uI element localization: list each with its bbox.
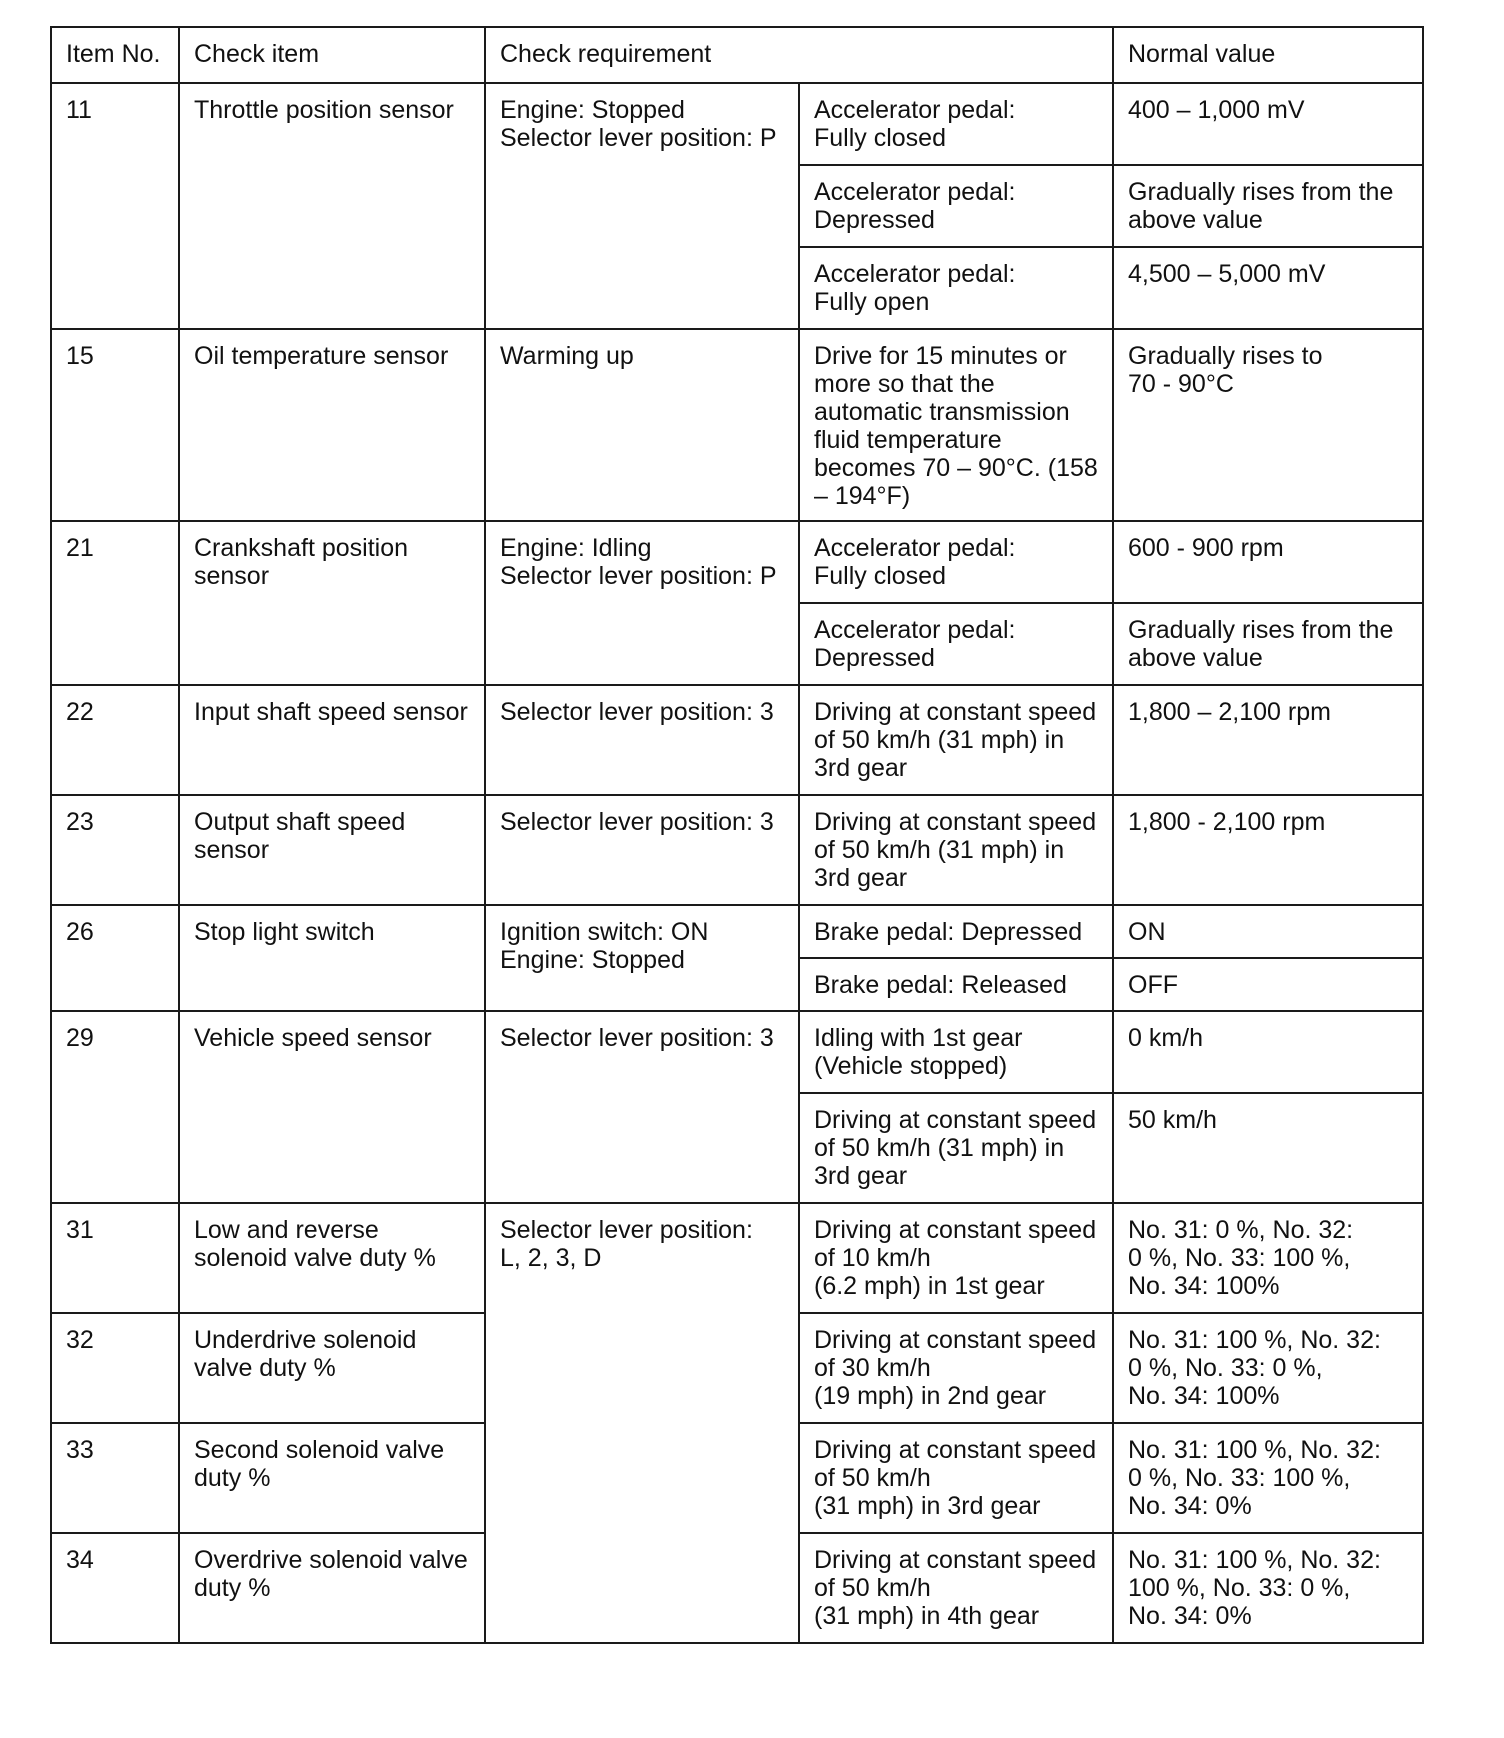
normal-value: No. 31: 100 %, No. 32: 100 %, No. 33: 0 %, No. 34: 0% <box>1113 1533 1423 1643</box>
check-item: Output shaft speed sensor <box>179 795 485 905</box>
normal-value: No. 31: 100 %, No. 32: 0 %, No. 33: 0 %, No. 34: 100% <box>1113 1313 1423 1423</box>
item-no: 32 <box>51 1313 179 1423</box>
normal-value: 50 km/h <box>1113 1093 1423 1203</box>
item-no: 31 <box>51 1203 179 1313</box>
condition: Driving at constant speed of 10 km/h (6.2 mph) in 1st gear <box>799 1203 1113 1313</box>
table-row <box>51 83 1423 165</box>
check-item: Overdrive solenoid valve duty % <box>179 1533 485 1643</box>
item-no: 33 <box>51 1423 179 1533</box>
normal-value: 400 – 1,000 mV <box>1113 83 1423 165</box>
check-requirement: Selector lever position: 3 <box>485 685 799 795</box>
condition: Accelerator pedal: Depressed <box>799 165 1113 247</box>
condition: Driving at constant speed of 50 km/h (31 mph) in 3rd gear <box>799 685 1113 795</box>
header-item-no: Item No. <box>51 27 179 83</box>
normal-value: Gradually rises to 70 - 90°C <box>1113 329 1423 521</box>
item-no: 34 <box>51 1533 179 1643</box>
header-row <box>51 27 1423 83</box>
table-row <box>51 685 1423 795</box>
condition: Brake pedal: Released <box>799 958 1113 1011</box>
normal-value: 4,500 – 5,000 mV <box>1113 247 1423 329</box>
table-row <box>51 1203 1423 1313</box>
condition: Accelerator pedal: Fully closed <box>799 521 1113 603</box>
header-check-requirement: Check requirement <box>485 27 1113 83</box>
check-requirement: Warming up <box>485 329 799 521</box>
item-no: 21 <box>51 521 179 685</box>
check-requirement: Engine: Idling Selector lever position: P <box>485 521 799 685</box>
check-requirement: Engine: Stopped Selector lever position: P <box>485 83 799 329</box>
table-row <box>51 521 1423 603</box>
normal-value: Gradually rises from the above value <box>1113 603 1423 685</box>
normal-value: No. 31: 0 %, No. 32: 0 %, No. 33: 100 %, No. 34: 100% <box>1113 1203 1423 1313</box>
normal-value: Gradually rises from the above value <box>1113 165 1423 247</box>
table-row <box>51 795 1423 905</box>
normal-value: No. 31: 100 %, No. 32: 0 %, No. 33: 100 %, No. 34: 0% <box>1113 1423 1423 1533</box>
condition: Driving at constant speed of 50 km/h (31 mph) in 3rd gear <box>799 1093 1113 1203</box>
header-normal-value: Normal value <box>1113 27 1423 83</box>
condition: Driving at constant speed of 50 km/h (31 mph) in 3rd gear <box>799 1423 1113 1533</box>
item-no: 15 <box>51 329 179 521</box>
condition: Idling with 1st gear (Vehicle stopped) <box>799 1011 1113 1093</box>
check-item: Input shaft speed sensor <box>179 685 485 795</box>
check-item: Crankshaft position sensor <box>179 521 485 685</box>
condition: Accelerator pedal: Fully closed <box>799 83 1113 165</box>
check-item: Throttle position sensor <box>179 83 485 329</box>
check-requirement: Selector lever position: L, 2, 3, D <box>485 1203 799 1643</box>
normal-value: 600 - 900 rpm <box>1113 521 1423 603</box>
item-no: 11 <box>51 83 179 329</box>
item-no: 22 <box>51 685 179 795</box>
check-item: Underdrive solenoid valve duty % <box>179 1313 485 1423</box>
condition: Accelerator pedal: Fully open <box>799 247 1113 329</box>
normal-value: OFF <box>1113 958 1423 1011</box>
check-table <box>50 26 1424 1644</box>
condition: Driving at constant speed of 50 km/h (31 mph) in 4th gear <box>799 1533 1113 1643</box>
item-no: 26 <box>51 905 179 1011</box>
normal-value: ON <box>1113 905 1423 958</box>
condition: Brake pedal: Depressed <box>799 905 1113 958</box>
check-requirement: Selector lever position: 3 <box>485 795 799 905</box>
normal-value: 1,800 - 2,100 rpm <box>1113 795 1423 905</box>
condition: Driving at constant speed of 50 km/h (31 mph) in 3rd gear <box>799 795 1113 905</box>
check-requirement: Selector lever position: 3 <box>485 1011 799 1203</box>
check-item: Stop light switch <box>179 905 485 1011</box>
condition: Drive for 15 minutes or more so that the automatic transmission fluid temperature becomes 70 – 90°C. (158 – 194°F) <box>799 329 1113 521</box>
item-no: 29 <box>51 1011 179 1203</box>
check-item: Second solenoid valve duty % <box>179 1423 485 1533</box>
check-item: Low and reverse solenoid valve duty % <box>179 1203 485 1313</box>
normal-value: 0 km/h <box>1113 1011 1423 1093</box>
check-requirement: Ignition switch: ON Engine: Stopped <box>485 905 799 1011</box>
check-item: Oil temperature sensor <box>179 329 485 521</box>
header-check-item: Check item <box>179 27 485 83</box>
table-row <box>51 1011 1423 1093</box>
table-row <box>51 329 1423 521</box>
table-row <box>51 905 1423 958</box>
condition: Driving at constant speed of 30 km/h (19 mph) in 2nd gear <box>799 1313 1113 1423</box>
normal-value: 1,800 – 2,100 rpm <box>1113 685 1423 795</box>
check-item: Vehicle speed sensor <box>179 1011 485 1203</box>
item-no: 23 <box>51 795 179 905</box>
condition: Accelerator pedal: Depressed <box>799 603 1113 685</box>
